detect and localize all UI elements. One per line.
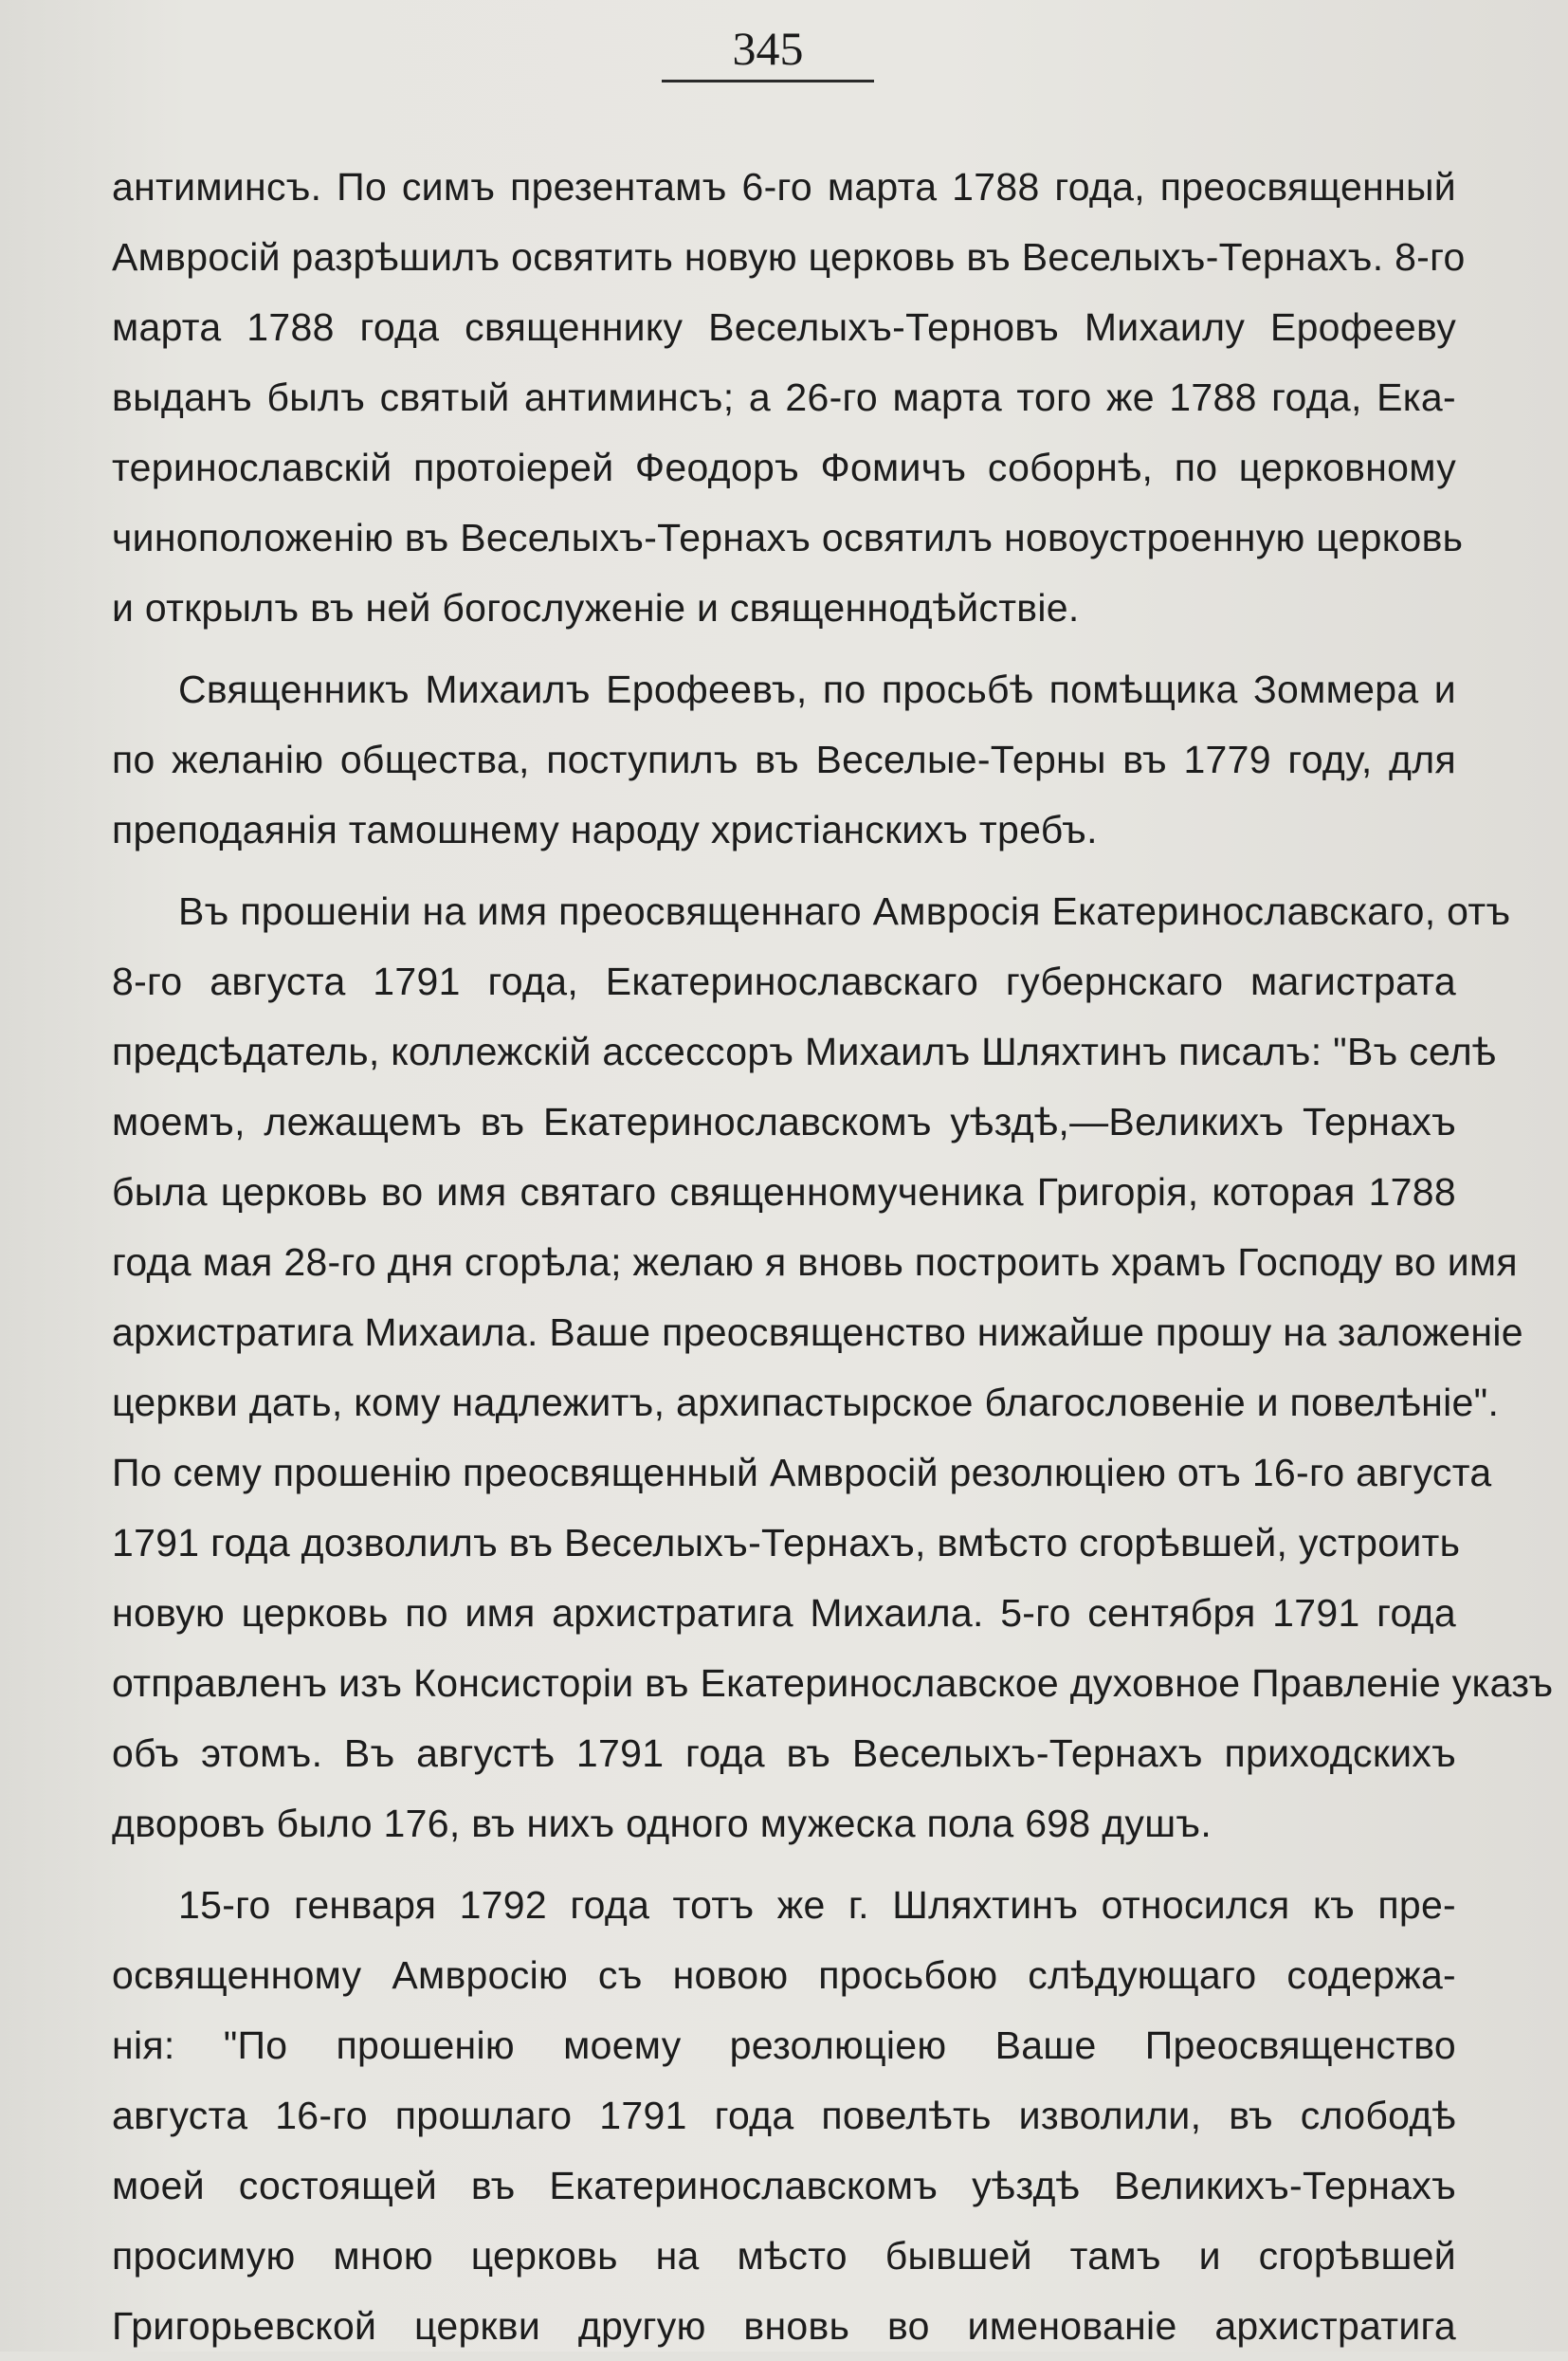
paragraph-gap: [112, 643, 1456, 654]
text-line: Священникъ Михаилъ Ерофеевъ, по просьбѣ помѣщика Зоммера и: [178, 668, 1456, 711]
text-line: архистратига Михаила. Ваше преосвященство нижайше прошу на заложеніе: [112, 1310, 1523, 1354]
text-line: просимую мною церковь на мѣсто бывшей тамъ и сгорѣвшей: [112, 2234, 1456, 2278]
text-line: 1791 года дозволилъ въ Веселыхъ-Тернахъ, вмѣсто сгорѣвшей, устроить: [112, 1521, 1461, 1565]
text-line: 15-го генваря 1792 года тотъ же г. Шляхтинъ относился къ пре-: [178, 1883, 1456, 1927]
text-line: 8-го августа 1791 года, Екатеринославскаго губернскаго магистрата: [112, 960, 1456, 1003]
page-header: [654, 21, 882, 82]
text-line: антиминсъ. По симъ презентамъ 6-го марта 1788 года, преосвященный: [112, 165, 1456, 209]
text-line: марта 1788 года священнику Веселыхъ-Терновъ Михаилу Ерофееву: [112, 305, 1456, 349]
text-line: чиноположенію въ Веселыхъ-Тернахъ освятилъ новоустроенную церковь: [112, 516, 1464, 559]
text-line: объ этомъ. Въ августѣ 1791 года въ Веселыхъ-Тернахъ приходскихъ: [112, 1731, 1456, 1775]
text-line: и открылъ въ ней богослуженіе и священнодѣйствіе.: [112, 586, 1080, 630]
text-line: теринославскій протоіерей Феодоръ Фомичъ соборнѣ, по церковному: [112, 446, 1456, 489]
text-line: отправленъ изъ Консисторіи въ Екатеринославское духовное Правленіе указъ: [112, 1661, 1554, 1705]
header-rule: [662, 80, 874, 82]
text-line: предсѣдатель, коллежскій ассессоръ Михаилъ Шляхтинъ писалъ: "Въ селѣ: [112, 1030, 1497, 1073]
paragraph: [112, 1870, 1456, 2361]
paragraph-gap: [112, 1858, 1456, 1870]
text-line: по желанію общества, поступилъ въ Веселые-Терны въ 1779 году, для: [112, 738, 1456, 781]
text-line: церкви дать, кому надлежитъ, архипастырское благословеніе и повелѣніе".: [112, 1381, 1500, 1424]
text-line: дворовъ было 176, въ нихъ одного мужеска пола 698 душъ.: [112, 1802, 1212, 1845]
text-line: новую церковь по имя архистратига Михаила. 5-го сентября 1791 года: [112, 1591, 1456, 1635]
text-line: По сему прошенію преосвященный Амвросій резолюціею отъ 16-го августа: [112, 1451, 1492, 1494]
paragraph: [112, 654, 1456, 865]
text-line: преподаянія тамошнему народу христіанскихъ требъ.: [112, 808, 1098, 851]
text-line: года мая 28-го дня сгорѣла; желаю я вновь построить храмъ Господу во имя: [112, 1240, 1518, 1284]
text-line: Въ прошеніи на имя преосвященнаго Амвросія Екатеринославскаго, отъ: [178, 889, 1511, 933]
text-line: моей состоящей въ Екатеринославскомъ уѣздѣ Великихъ-Тернахъ: [112, 2164, 1456, 2207]
text-line: выданъ былъ святый антиминсъ; а 26-го марта того же 1788 года, Ека-: [112, 375, 1456, 419]
paragraph-gap: [112, 865, 1456, 876]
text-line: моемъ, лежащемъ въ Екатеринославскомъ уѣздѣ,—Великихъ Тернахъ: [112, 1100, 1456, 1144]
text-line: Амвросій разрѣшилъ освятить новую церковь въ Веселыхъ-Тернахъ. 8-го: [112, 235, 1466, 279]
page-number: 345: [732, 22, 804, 75]
paragraph: [112, 152, 1466, 643]
page-body: [112, 152, 1554, 2361]
text-line: Григорьевской церкви другую вновь во именованіе архистратига: [112, 2304, 1456, 2348]
text-line: была церковь во имя святаго священномученика Григорія, которая 1788: [112, 1170, 1456, 1214]
paragraph: [112, 876, 1554, 1858]
text-line: освященному Амвросію съ новою просьбою слѣдующаго содержа-: [112, 1953, 1456, 1997]
text-line: августа 16-го прошлаго 1791 года повелѣть изволили, въ слободѣ: [112, 2094, 1456, 2137]
text-line: нія: "По прошенію моему резолюціею Ваше Преосвященство: [112, 2023, 1456, 2067]
